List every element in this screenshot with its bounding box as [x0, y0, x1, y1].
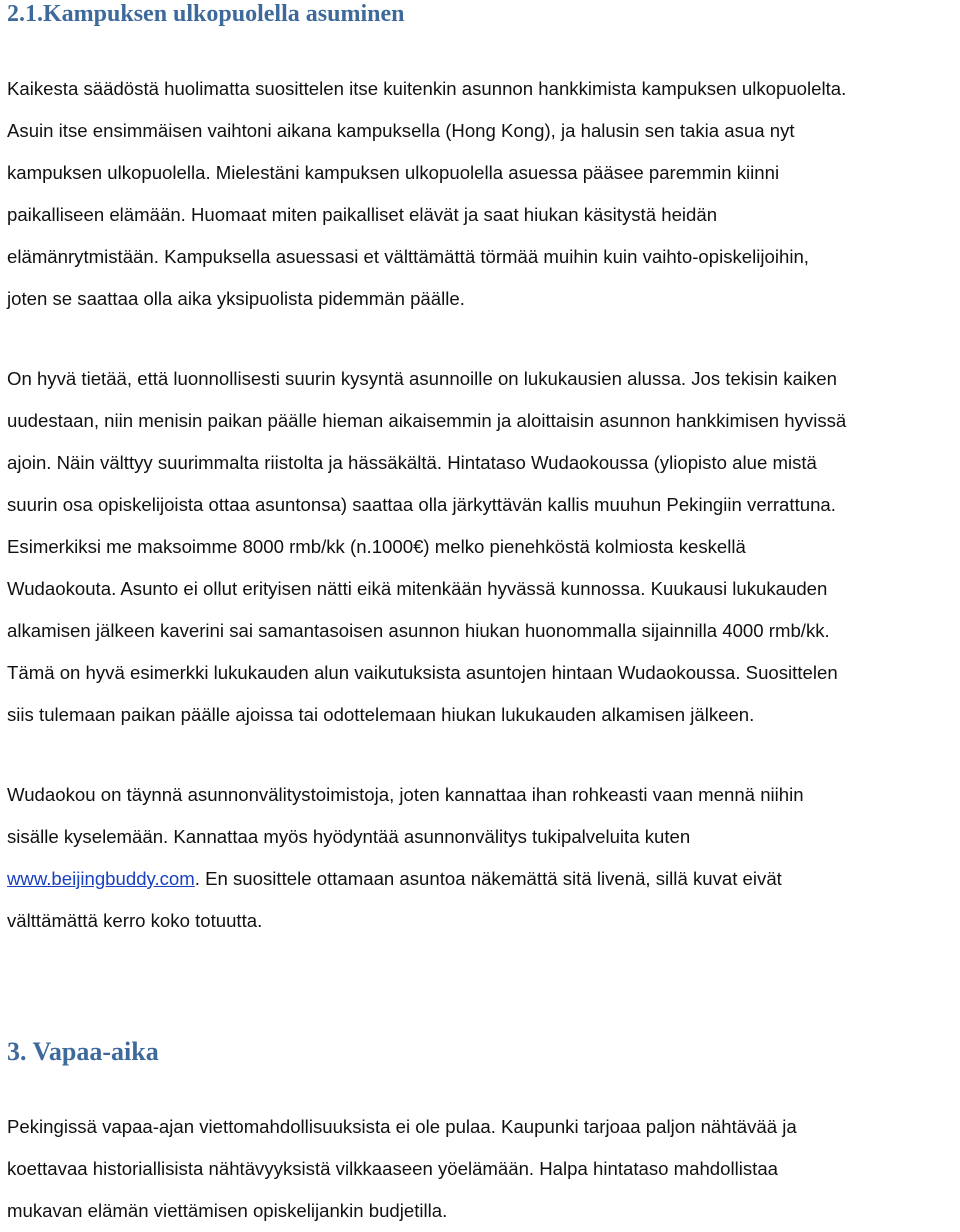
text-line: Tämä on hyvä esimerkki lukukauden alun vaikutuksista asuntojen hintaan Wudaokoussa. Suosittelen	[7, 662, 838, 683]
text-line: ajoin. Näin välttyy suurimmalta riistolta ja hässäkältä. Hintataso Wudaokoussa (yliopisto alue mistä	[7, 452, 817, 473]
paragraph-housing-prices	[7, 358, 953, 736]
text-line: Esimerkiksi me maksoimme 8000 rmb/kk (n.1000€) melko pienehköstä kolmiosta keskellä	[7, 536, 746, 557]
text-line: siis tulemaan paikan päälle ajoissa tai odottelemaan hiukan lukukauden alkamisen jälkeen.	[7, 704, 755, 725]
paragraph-leisure-intro	[7, 1106, 953, 1232]
text-line: paikalliseen elämään. Huomaat miten paikalliset elävät ja saat hiukan käsitystä heidän	[7, 204, 718, 225]
section-heading-3: 3. Vapaa-aika	[7, 1037, 159, 1066]
text-line: joten se saattaa olla aika yksipuolista pidemmän päälle.	[7, 288, 465, 309]
text-fragment: . En suosittele ottamaan asuntoa näkemättä sitä livenä, sillä kuvat eivät	[194, 868, 782, 889]
text-line: Asuin itse ensimmäisen vaihtoni aikana kampuksella (Hong Kong), ja halusin sen takia asua nyt	[7, 120, 795, 141]
text-line: Pekingissä vapaa-ajan viettomahdollisuuksista ei ole pulaa. Kaupunki tarjoaa paljon nähtävää ja	[7, 1116, 797, 1137]
section-heading-2-1: 2.1.Kampuksen ulkopuolella asuminen	[7, 1, 405, 27]
text-line: suurin osa opiskelijoista ottaa asuntonsa) saattaa olla järkyttävän kallis muuhun Pekingiin verrattuna.	[7, 494, 836, 515]
text-line: Kaikesta säädöstä huolimatta suosittelen itse kuitenkin asunnon hankkimista kampuksen ulkopuolelta.	[7, 78, 847, 99]
text-line: koettavaa historiallisista nähtävyyksistä vilkkaaseen yöelämään. Halpa hintataso mahdollistaa	[7, 1158, 779, 1179]
text-line: mukavan elämän viettämisen opiskelijankin budjetilla.	[7, 1200, 448, 1221]
text-line: Wudaokouta. Asunto ei ollut erityisen nätti eikä mitenkään hyvässä kunnossa. Kuukausi lukukauden	[7, 578, 828, 599]
text-line: uudestaan, niin menisin paikan päälle hieman aikaisemmin ja aloittaisin asunnon hankkimisen hyvissä	[7, 410, 847, 431]
beijingbuddy-link[interactable]: www.beijingbuddy.com	[7, 868, 195, 889]
text-line: kampuksen ulkopuolella. Mielestäni kampuksen ulkopuolella asuessa pääsee paremmin kiinni	[7, 162, 780, 183]
text-line: sisälle kyselemään. Kannattaa myös hyödyntää asunnonvälitys tukipalveluita kuten	[7, 826, 691, 847]
paragraph-housing-agencies	[7, 774, 953, 942]
text-line: välttämättä kerro koko totuutta.	[7, 910, 263, 931]
text-line: alkamisen jälkeen kaverini sai samantasoisen asunnon hiukan huonommalla sijainnilla 4000 rmb/kk.	[7, 620, 830, 641]
text-line: Wudaokou on täynnä asunnonvälitystoimistoja, joten kannattaa ihan rohkeasti vaan mennä niihin	[7, 784, 804, 805]
text-line: On hyvä tietää, että luonnollisesti suurin kysyntä asunnoille on lukukausien alussa. Jos tekisin kaiken	[7, 368, 837, 389]
text-line-with-link	[7, 858, 953, 900]
paragraph-housing-intro	[7, 68, 953, 320]
text-line: elämänrytmistään. Kampuksella asuessasi et välttämättä törmää muihin kuin vaihto-opiskelijoihin,	[7, 246, 809, 267]
